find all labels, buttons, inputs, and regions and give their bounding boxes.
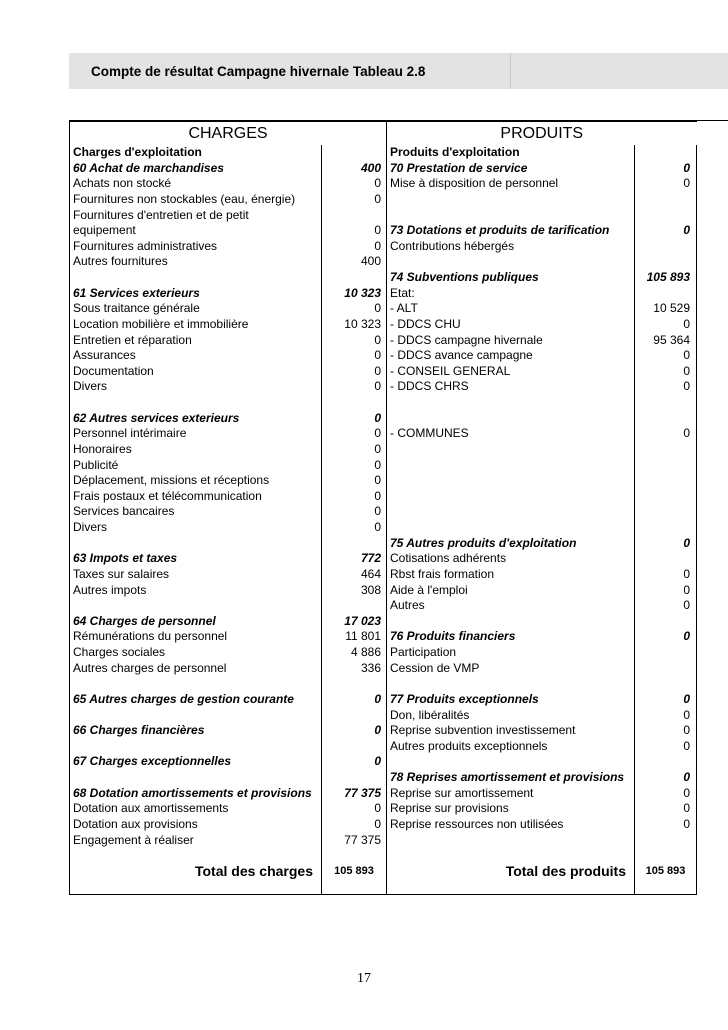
produit-label: Autres produits exceptionnels	[387, 739, 635, 755]
charge-label: equipement	[70, 223, 322, 239]
charge-label: Autres charges de personnel	[70, 661, 322, 677]
charge-amount: 11 801	[322, 629, 387, 645]
produit-amount: 0	[635, 786, 697, 802]
charge-amount: 0	[322, 348, 387, 364]
charge-amount: 0	[322, 411, 387, 427]
charge-amount: 336	[322, 661, 387, 677]
produit-amount: 0	[635, 176, 697, 192]
charge-label: 67 Charges exceptionnelles	[70, 754, 322, 770]
charge-label: Fournitures non stockables (eau, énergie)	[70, 192, 322, 208]
table-row	[70, 317, 697, 333]
table-row	[70, 286, 697, 302]
produit-amount	[635, 411, 697, 427]
produit-amount	[635, 192, 697, 208]
table-row	[70, 770, 697, 786]
table-row	[70, 411, 697, 427]
produit-label: 77 Produits exceptionnels	[387, 692, 635, 708]
produit-label: Contributions hébergés	[387, 239, 635, 255]
produit-label: - ALT	[387, 301, 635, 317]
produit-label: Reprise sur amortissement	[387, 786, 635, 802]
produit-label	[387, 411, 635, 427]
produit-label: Reprise subvention investissement	[387, 723, 635, 739]
charge-amount: 77 375	[322, 786, 387, 802]
charge-amount	[322, 708, 387, 724]
produit-amount	[635, 254, 697, 270]
charge-amount: 77 375	[322, 833, 387, 849]
charge-label	[70, 395, 322, 411]
table-row	[70, 458, 697, 474]
produit-label: 76 Produits financiers	[387, 629, 635, 645]
charge-label: Fournitures d'entretien et de petit	[70, 208, 322, 224]
charge-label: Déplacement, missions et réceptions	[70, 473, 322, 489]
charge-amount: 0	[322, 504, 387, 520]
produit-label: Produits d'exploitation	[387, 145, 635, 161]
charge-label	[70, 270, 322, 286]
charge-label: Charges sociales	[70, 645, 322, 661]
charge-label	[70, 536, 322, 552]
table-row	[70, 270, 697, 286]
produit-label	[387, 754, 635, 770]
table-row	[70, 161, 697, 177]
produit-amount: 0	[635, 629, 697, 645]
charge-label: Divers	[70, 520, 322, 536]
charge-label: 68 Dotation amortissements et provisions	[70, 786, 322, 802]
table-row	[70, 536, 697, 552]
produit-label	[387, 395, 635, 411]
produit-amount	[635, 442, 697, 458]
table-row	[70, 348, 697, 364]
produit-label	[387, 504, 635, 520]
charge-amount: 0	[322, 692, 387, 708]
produit-label: 74 Subventions publiques	[387, 270, 635, 286]
charge-label: Achats non stocké	[70, 176, 322, 192]
charge-amount	[322, 770, 387, 786]
produit-label: Mise à disposition de personnel	[387, 176, 635, 192]
charge-label: Dotation aux provisions	[70, 817, 322, 833]
charge-amount: 0	[322, 239, 387, 255]
produit-amount	[635, 473, 697, 489]
table-row	[70, 661, 697, 677]
charge-amount: 0	[322, 333, 387, 349]
charge-amount	[322, 208, 387, 224]
charge-label	[70, 739, 322, 755]
charge-label: Frais postaux et télécommunication	[70, 489, 322, 505]
table-row	[70, 801, 697, 817]
produit-label	[387, 833, 635, 849]
table-row	[70, 645, 697, 661]
produit-amount: 0	[635, 426, 697, 442]
charge-label: 66 Charges financières	[70, 723, 322, 739]
produit-amount: 0	[635, 317, 697, 333]
produit-label: Autres	[387, 598, 635, 614]
charge-label: Taxes sur salaires	[70, 567, 322, 583]
charge-amount: 0	[322, 801, 387, 817]
charge-amount	[322, 536, 387, 552]
produit-amount: 0	[635, 598, 697, 614]
title-divider	[510, 53, 511, 89]
produit-label: - DDCS CHRS	[387, 379, 635, 395]
charge-amount: 0	[322, 223, 387, 239]
totals-row	[70, 848, 697, 895]
charge-amount: 0	[322, 301, 387, 317]
charge-label: Autres fournitures	[70, 254, 322, 270]
produit-label	[387, 520, 635, 536]
charge-amount	[322, 395, 387, 411]
charge-amount: 17 023	[322, 614, 387, 630]
table-row	[70, 473, 697, 489]
produit-label: - DDCS avance campagne	[387, 348, 635, 364]
charge-label: 62 Autres services exterieurs	[70, 411, 322, 427]
produit-label	[387, 458, 635, 474]
produit-label: 75 Autres produits d'exploitation	[387, 536, 635, 552]
produit-amount	[635, 489, 697, 505]
produit-label: Etat:	[387, 286, 635, 302]
charge-amount: 0	[322, 520, 387, 536]
table-row	[70, 786, 697, 802]
produit-label	[387, 254, 635, 270]
produit-amount: 0	[635, 379, 697, 395]
charge-label: 64 Charges de personnel	[70, 614, 322, 630]
produit-amount: 0	[635, 801, 697, 817]
produit-label: - DDCS campagne hivernale	[387, 333, 635, 349]
produit-label	[387, 676, 635, 692]
table-row	[70, 504, 697, 520]
total-charges-label: Total des charges	[70, 848, 322, 895]
charge-label: Honoraires	[70, 442, 322, 458]
produit-amount	[635, 395, 697, 411]
charge-label: 61 Services exterieurs	[70, 286, 322, 302]
produit-label: Reprise ressources non utilisées	[387, 817, 635, 833]
table-row	[70, 254, 697, 270]
charge-amount: 0	[322, 723, 387, 739]
table-row	[70, 629, 697, 645]
table-row	[70, 176, 697, 192]
produit-amount: 10 529	[635, 301, 697, 317]
table-row	[70, 364, 697, 380]
table-row	[70, 551, 697, 567]
produit-amount: 0	[635, 567, 697, 583]
produits-header: PRODUITS	[387, 122, 697, 146]
charge-amount: 400	[322, 254, 387, 270]
produit-label: Reprise sur provisions	[387, 801, 635, 817]
table-row	[70, 379, 697, 395]
produit-amount	[635, 754, 697, 770]
charge-amount: 0	[322, 379, 387, 395]
produit-label: - CONSEIL GENERAL	[387, 364, 635, 380]
charge-label	[70, 770, 322, 786]
charge-amount: 0	[322, 364, 387, 380]
charge-amount: 0	[322, 754, 387, 770]
charge-amount: 0	[322, 817, 387, 833]
charge-label: Assurances	[70, 348, 322, 364]
produit-amount: 0	[635, 770, 697, 786]
charge-amount: 10 323	[322, 317, 387, 333]
table-row	[70, 614, 697, 630]
header-row	[70, 122, 697, 146]
charge-amount: 0	[322, 426, 387, 442]
produit-amount: 105 893	[635, 270, 697, 286]
charge-label	[70, 708, 322, 724]
table-row	[70, 692, 697, 708]
table-row	[70, 426, 697, 442]
produit-amount	[635, 145, 697, 161]
charge-amount: 464	[322, 567, 387, 583]
produit-label: Aide à l'emploi	[387, 583, 635, 599]
charge-label: Rémunérations du personnel	[70, 629, 322, 645]
produit-label: 73 Dotations et produits de tarification	[387, 223, 635, 239]
charge-amount	[322, 270, 387, 286]
charge-amount: 0	[322, 192, 387, 208]
produit-amount	[635, 833, 697, 849]
charge-label: Divers	[70, 379, 322, 395]
produit-amount	[635, 239, 697, 255]
produit-amount: 0	[635, 536, 697, 552]
charge-label: Autres impots	[70, 583, 322, 599]
title-bar	[69, 53, 728, 89]
produit-amount	[635, 676, 697, 692]
produit-label: - COMMUNES	[387, 426, 635, 442]
total-charges-value: 105 893	[322, 848, 387, 895]
page-number: 17	[357, 971, 371, 986]
charge-label: Dotation aux amortissements	[70, 801, 322, 817]
charge-amount: 0	[322, 473, 387, 489]
charge-amount	[322, 598, 387, 614]
table-row	[70, 708, 697, 724]
produit-amount	[635, 208, 697, 224]
produit-amount: 0	[635, 723, 697, 739]
charge-amount	[322, 739, 387, 755]
produit-amount: 0	[635, 223, 697, 239]
table-row	[70, 442, 697, 458]
charge-amount: 772	[322, 551, 387, 567]
charge-label: 65 Autres charges de gestion courante	[70, 692, 322, 708]
charge-amount: 0	[322, 489, 387, 505]
charge-label: Services bancaires	[70, 504, 322, 520]
table-row	[70, 192, 697, 208]
produit-label: Cession de VMP	[387, 661, 635, 677]
charge-amount: 308	[322, 583, 387, 599]
charge-amount: 0	[322, 176, 387, 192]
table-row	[70, 145, 697, 161]
charge-label: Entretien et réparation	[70, 333, 322, 349]
table-row	[70, 739, 697, 755]
produit-label: Don, libéralités	[387, 708, 635, 724]
table-row	[70, 395, 697, 411]
produit-amount	[635, 520, 697, 536]
produit-label	[387, 489, 635, 505]
charge-label: Sous traitance générale	[70, 301, 322, 317]
table-row	[70, 723, 697, 739]
table-row	[70, 598, 697, 614]
table-row	[70, 208, 697, 224]
total-produits-value: 105 893	[635, 848, 697, 895]
charge-amount: 0	[322, 442, 387, 458]
produit-amount: 0	[635, 364, 697, 380]
charges-header: CHARGES	[70, 122, 387, 146]
produit-label: Cotisations adhérents	[387, 551, 635, 567]
charge-label: Fournitures administratives	[70, 239, 322, 255]
table-row	[70, 817, 697, 833]
table-row	[70, 520, 697, 536]
charge-amount	[322, 145, 387, 161]
produit-label: 78 Reprises amortissement et provisions	[387, 770, 635, 786]
charge-label: Location mobilière et immobilière	[70, 317, 322, 333]
charge-label: Personnel intérimaire	[70, 426, 322, 442]
table-row	[70, 833, 697, 849]
produit-label	[387, 442, 635, 458]
charge-amount: 4 886	[322, 645, 387, 661]
charge-label	[70, 598, 322, 614]
table-row	[70, 754, 697, 770]
table-row	[70, 583, 697, 599]
table-row	[70, 223, 697, 239]
produit-amount: 0	[635, 817, 697, 833]
produit-amount: 0	[635, 161, 697, 177]
produit-amount	[635, 458, 697, 474]
table-row	[70, 301, 697, 317]
produit-label	[387, 473, 635, 489]
table-row	[70, 333, 697, 349]
charge-label: 63 Impots et taxes	[70, 551, 322, 567]
produit-amount	[635, 551, 697, 567]
produit-amount: 95 364	[635, 333, 697, 349]
produit-amount	[635, 614, 697, 630]
produit-amount	[635, 504, 697, 520]
produit-label: 70 Prestation de service	[387, 161, 635, 177]
produit-label	[387, 208, 635, 224]
produit-amount	[635, 661, 697, 677]
charge-label: Documentation	[70, 364, 322, 380]
produit-amount: 0	[635, 708, 697, 724]
charge-label: Charges d'exploitation	[70, 145, 322, 161]
charge-label: Engagement à réaliser	[70, 833, 322, 849]
total-produits-label: Total des produits	[387, 848, 635, 895]
charge-amount: 400	[322, 161, 387, 177]
produit-label: Participation	[387, 645, 635, 661]
produit-label	[387, 192, 635, 208]
produit-label	[387, 614, 635, 630]
income-statement-table	[69, 121, 697, 895]
table-row	[70, 567, 697, 583]
charge-amount	[322, 676, 387, 692]
charge-amount: 0	[322, 458, 387, 474]
document-title: Compte de résultat Campagne hivernale Tableau 2.8	[91, 64, 426, 79]
produit-amount: 0	[635, 692, 697, 708]
table-row	[70, 239, 697, 255]
produit-amount: 0	[635, 348, 697, 364]
produit-amount	[635, 645, 697, 661]
produit-amount	[635, 286, 697, 302]
produit-amount: 0	[635, 739, 697, 755]
charge-label	[70, 676, 322, 692]
table-row	[70, 489, 697, 505]
charge-label: Publicité	[70, 458, 322, 474]
charge-amount: 10 323	[322, 286, 387, 302]
produit-label: - DDCS CHU	[387, 317, 635, 333]
income-statement	[69, 121, 697, 895]
charge-label: 60 Achat de marchandises	[70, 161, 322, 177]
table-row	[70, 676, 697, 692]
produit-amount: 0	[635, 583, 697, 599]
produit-label: Rbst frais formation	[387, 567, 635, 583]
